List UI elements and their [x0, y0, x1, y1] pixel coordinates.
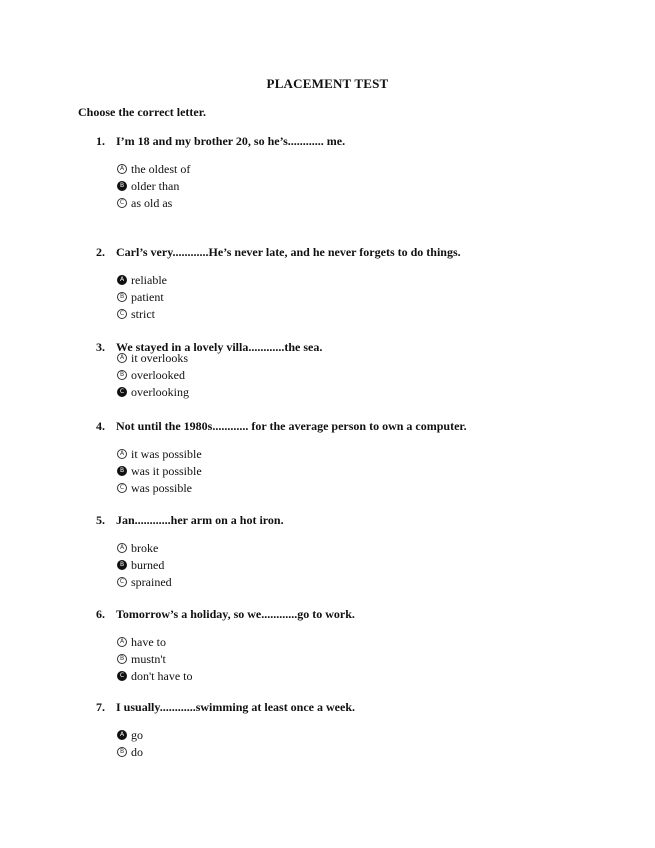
question-prompt: Tomorrow’s a holiday, so we............go to work. — [116, 607, 355, 621]
answer-option[interactable] — [117, 289, 164, 305]
option-text: it overlooks — [131, 350, 188, 365]
question-text — [96, 513, 284, 528]
option-text: overlooking — [131, 384, 189, 399]
option-text: as old as — [131, 195, 173, 210]
option-text: older than — [131, 178, 180, 193]
answer-option[interactable] — [117, 195, 172, 211]
answer-bubble-icon[interactable]: B — [117, 654, 127, 664]
question-text — [96, 245, 461, 260]
answer-option[interactable] — [117, 463, 202, 479]
answer-option[interactable] — [117, 161, 190, 177]
question-prompt: I’m 18 and my brother 20, so he’s............ me. — [116, 134, 346, 148]
answer-option[interactable] — [117, 557, 164, 573]
answer-option[interactable] — [117, 446, 202, 462]
option-text: was it possible — [131, 463, 202, 478]
question-text — [96, 700, 355, 715]
answer-option[interactable] — [117, 727, 143, 743]
question-text — [96, 134, 345, 149]
answer-bubble-icon[interactable]: A — [117, 353, 127, 363]
answer-option[interactable] — [117, 634, 166, 650]
option-text: the oldest of — [131, 161, 191, 176]
answer-option[interactable] — [117, 744, 143, 760]
question-prompt: Jan............her arm on a hot iron. — [116, 513, 284, 527]
option-text: was possible — [131, 480, 192, 495]
selected-bubble-icon[interactable]: B — [117, 560, 127, 570]
answer-bubble-icon[interactable]: A — [117, 449, 127, 459]
answer-bubble-icon[interactable]: C — [117, 577, 127, 587]
option-text: reliable — [131, 272, 167, 287]
option-text: do — [131, 744, 143, 759]
answer-option[interactable] — [117, 574, 172, 590]
instructions: Choose the correct letter. — [78, 105, 206, 119]
answer-option[interactable] — [117, 384, 189, 400]
answer-bubble-icon[interactable]: B — [117, 292, 127, 302]
answer-bubble-icon[interactable]: C — [117, 309, 127, 319]
question-prompt: Carl’s very............He’s never late, and he never forgets to do things. — [116, 245, 461, 259]
option-text: mustn't — [131, 651, 166, 666]
option-text: broke — [131, 540, 159, 555]
answer-option[interactable] — [117, 480, 192, 496]
option-text: overlooked — [131, 367, 185, 382]
selected-bubble-icon[interactable]: B — [117, 181, 127, 191]
option-text: have to — [131, 634, 166, 649]
answer-option[interactable] — [117, 178, 179, 194]
answer-bubble-icon[interactable]: C — [117, 483, 127, 493]
option-text: it was possible — [131, 446, 202, 461]
option-text: sprained — [131, 574, 172, 589]
option-text: burned — [131, 557, 165, 572]
question-number: 5. — [96, 513, 105, 527]
option-text: go — [131, 727, 143, 742]
option-text: patient — [131, 289, 164, 304]
answer-bubble-icon[interactable]: B — [117, 747, 127, 757]
question-prompt: We stayed in a lovely villa............the sea. — [116, 340, 323, 354]
question-number: 2. — [96, 245, 105, 259]
option-text: don't have to — [131, 668, 193, 683]
question-number: 4. — [96, 419, 105, 433]
answer-bubble-icon[interactable]: B — [117, 370, 127, 380]
answer-option[interactable] — [117, 350, 188, 366]
answer-option[interactable] — [117, 668, 192, 684]
answer-option[interactable] — [117, 540, 158, 556]
answer-bubble-icon[interactable]: A — [117, 543, 127, 553]
question-text — [96, 607, 355, 622]
answer-option[interactable] — [117, 651, 166, 667]
page-title: PLACEMENT TEST — [266, 76, 389, 91]
answer-option[interactable] — [117, 272, 167, 288]
question-number: 6. — [96, 607, 105, 621]
selected-bubble-icon[interactable]: C — [117, 671, 127, 681]
question-number: 7. — [96, 700, 105, 714]
question-number: 3. — [96, 340, 105, 354]
answer-option[interactable] — [117, 306, 155, 322]
answer-bubble-icon[interactable]: A — [117, 637, 127, 647]
selected-bubble-icon[interactable]: C — [117, 387, 127, 397]
selected-bubble-icon[interactable]: B — [117, 466, 127, 476]
selected-bubble-icon[interactable]: A — [117, 730, 127, 740]
selected-bubble-icon[interactable]: A — [117, 275, 127, 285]
answer-bubble-icon[interactable]: C — [117, 198, 127, 208]
answer-option[interactable] — [117, 367, 185, 383]
question-prompt: I usually............swimming at least once a week. — [116, 700, 356, 714]
question-text — [96, 419, 467, 434]
option-text: strict — [131, 306, 155, 321]
question-prompt: Not until the 1980s............ for the average person to own a computer. — [116, 419, 467, 433]
answer-bubble-icon[interactable]: A — [117, 164, 127, 174]
question-number: 1. — [96, 134, 105, 148]
